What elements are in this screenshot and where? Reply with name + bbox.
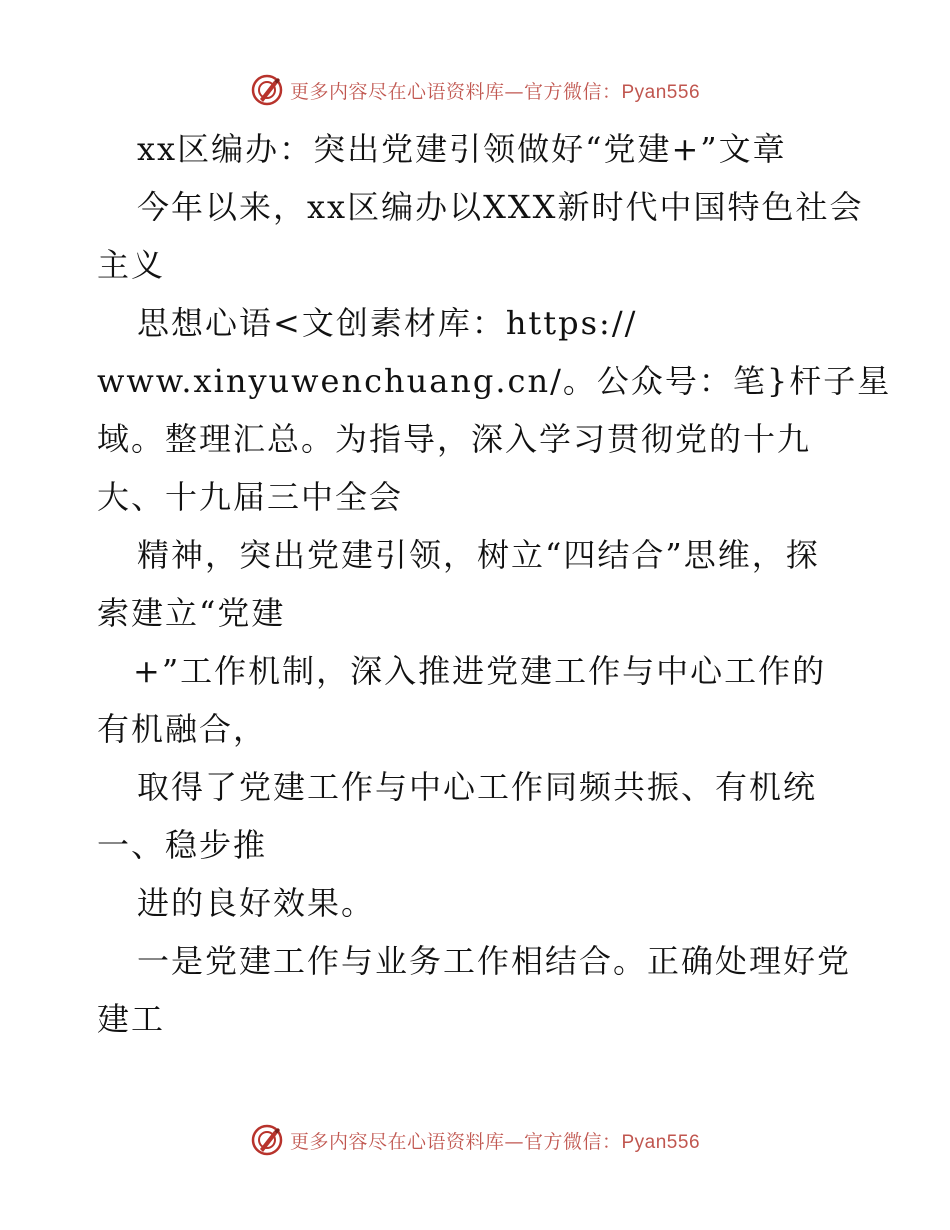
paragraph-line: 进的良好效果。 <box>137 884 376 922</box>
paragraph-line: 域。整理汇总。为指导，深入学习贯彻党的十九 <box>97 420 812 458</box>
paragraph-line: 大、十九届三中全会 <box>97 478 404 516</box>
footer-banner-text: 更多内容尽在心语资料库—官方微信：Pyan556 <box>289 1130 701 1153</box>
paragraph-line: 思想心语<文创素材库：https:// <box>137 304 638 342</box>
header-banner <box>0 70 950 110</box>
paragraph-line: 精神，突出党建引领，树立“四结合”思维，探 <box>137 536 820 574</box>
paragraph-line: 主义 <box>97 246 166 284</box>
paragraph-line: 一是党建工作与业务工作相结合。正确处理好党 <box>137 942 852 980</box>
paragraph-line: 建工 <box>97 1000 166 1038</box>
brand-logo-icon <box>250 1123 284 1157</box>
footer-banner-handle: Pyan556 <box>621 1131 701 1153</box>
paragraph-line: 索建立“党建 <box>97 594 286 632</box>
brand-logo-icon <box>250 73 284 107</box>
document-title: xx区编办：突出党建引领做好“党建+”文章 <box>137 130 787 168</box>
paragraph-line: www.xinyuwenchuang.cn/。公众号：笔}杆子星 <box>97 362 892 400</box>
paragraph-line: 取得了党建工作与中心工作同频共振、有机统 <box>137 768 818 806</box>
paragraph-line: 有机融合， <box>97 710 268 748</box>
paragraph-line: 一、稳步推 <box>97 826 268 864</box>
footer-banner <box>0 1120 950 1160</box>
header-banner-text: 更多内容尽在心语资料库—官方微信：Pyan556 <box>289 80 701 103</box>
paragraph-line: 今年以来，xx区编办以XXX新时代中国特色社会 <box>137 188 864 226</box>
paragraph-line: +”工作机制，深入推进党建工作与中心工作的 <box>133 652 827 690</box>
header-banner-handle: Pyan556 <box>621 81 701 103</box>
